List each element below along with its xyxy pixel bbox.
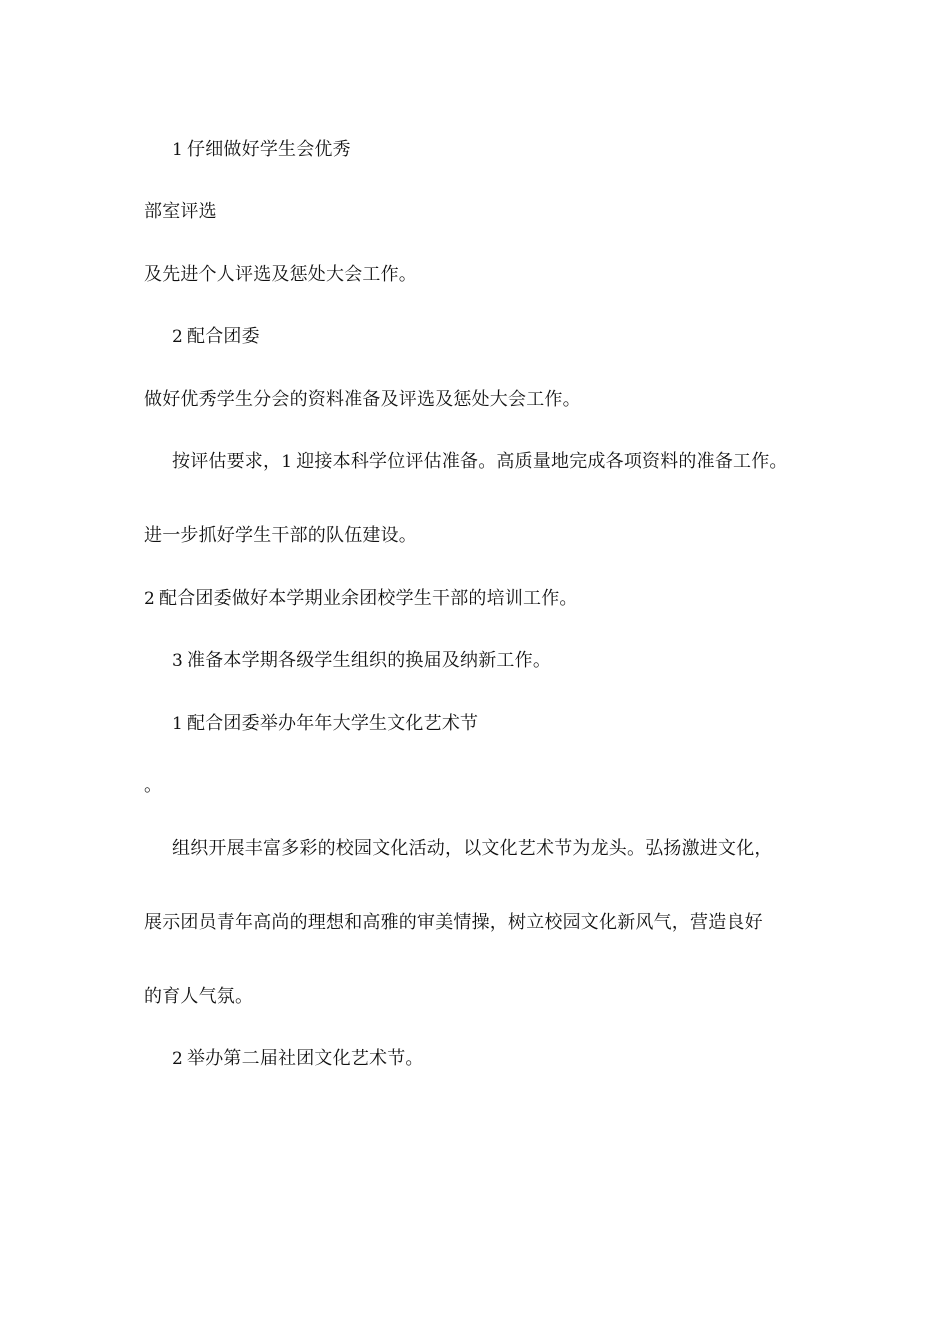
text-line bbox=[144, 200, 217, 224]
line-text: 举办第二届社团文化艺术节。 bbox=[187, 1048, 424, 1069]
item-number: 3 bbox=[172, 651, 184, 671]
item-number: 2 bbox=[172, 1049, 184, 1069]
line-text: 部室评选 bbox=[144, 201, 217, 222]
item-number: 1 bbox=[281, 452, 293, 472]
text-line bbox=[172, 712, 478, 736]
line-text: 组织开展丰富多彩的校园文化活动，以文化艺术节为龙头。弘扬激进文化， bbox=[172, 838, 773, 859]
line-text: 及先进个人评选及惩处大会工作。 bbox=[144, 264, 417, 285]
text-line bbox=[144, 985, 253, 1009]
line-text: 做好优秀学生分会的资料准备及评选及惩处大会工作。 bbox=[144, 389, 581, 410]
line-text: 仔细做好学生会优秀 bbox=[187, 139, 351, 160]
line-text: 进一步抓好学生干部的队伍建设。 bbox=[144, 525, 417, 546]
text-line bbox=[144, 388, 581, 412]
text-line bbox=[172, 138, 351, 162]
item-number: 2 bbox=[144, 589, 156, 609]
text-line bbox=[144, 587, 578, 611]
text-line bbox=[172, 325, 260, 349]
line-text: 配合团委举办年年大学生文化艺术节 bbox=[187, 713, 479, 734]
text-line bbox=[144, 524, 417, 548]
line-text: 配合团委 bbox=[187, 326, 260, 347]
item-number: 2 bbox=[172, 327, 184, 347]
text-line bbox=[172, 837, 773, 861]
text-line bbox=[144, 911, 763, 935]
text-line bbox=[172, 649, 551, 673]
line-text: 迎接本科学位评估准备。高质量地完成各项资料的准备工作。 bbox=[296, 451, 788, 472]
text-line bbox=[172, 450, 788, 474]
line-text: 展示团员青年高尚的理想和高雅的审美情操，树立校园文化新风气，营造良好 bbox=[144, 912, 763, 933]
line-text: 的育人气氛。 bbox=[144, 986, 254, 1007]
line-prefix: 按评估要求， bbox=[172, 451, 282, 472]
text-line bbox=[172, 1047, 424, 1071]
line-text: 准备本学期各级学生组织的换届及纳新工作。 bbox=[187, 650, 552, 671]
line-text: 。 bbox=[144, 775, 163, 796]
line-text: 配合团委做好本学期业余团校学生干部的培训工作。 bbox=[159, 588, 578, 609]
text-line bbox=[144, 263, 417, 287]
item-number: 1 bbox=[172, 140, 184, 160]
item-number: 1 bbox=[172, 714, 184, 734]
text-line bbox=[144, 774, 162, 798]
